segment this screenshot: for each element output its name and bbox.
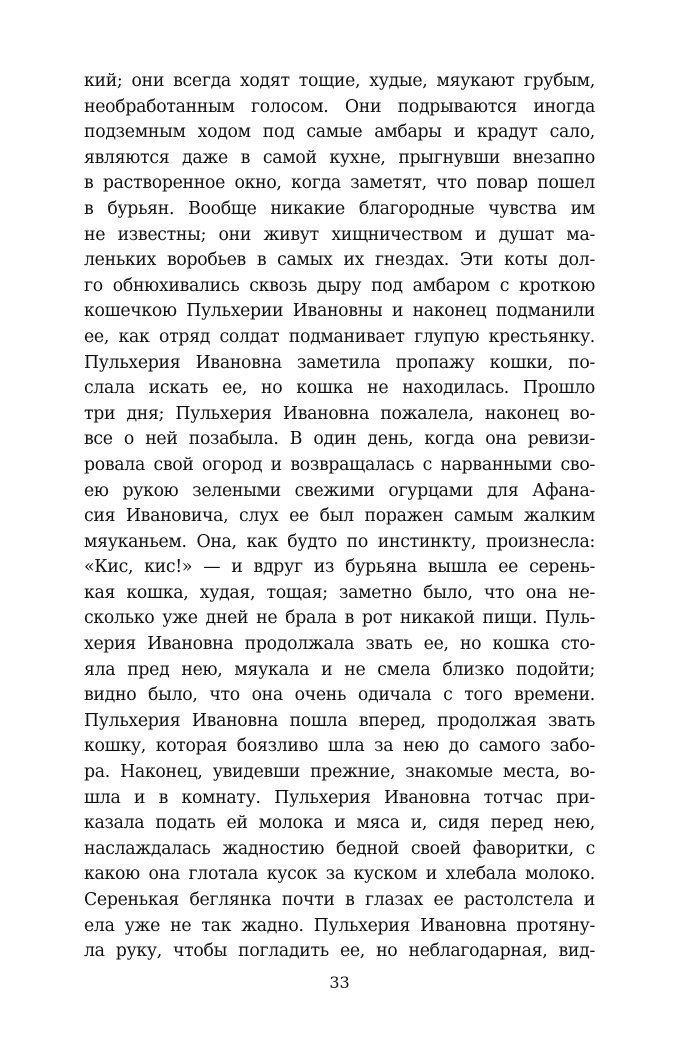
- text-line: херия Ивановна продолжала звать ее, но кошка сто-: [84, 634, 595, 655]
- text-line: ею рукою зелеными свежими огурцами для Афана-: [84, 480, 595, 501]
- page-number: 33: [329, 973, 350, 992]
- text-line: яла пред нею, мяукала и не смела близко подойти;: [84, 659, 595, 680]
- text-line: го обнюхивались сквозь дыру под амбаром с кроткою: [84, 275, 595, 296]
- text-line: Серенькая беглянка почти в глазах ее растолстела и: [84, 890, 595, 910]
- body-text: [84, 69, 595, 965]
- text-line: Пульхерия Ивановна пошла вперед, продолжая звать: [84, 710, 595, 731]
- text-line: ее, как отряд солдат подманивает глупую крестьянку.: [84, 326, 595, 347]
- text-line: ела уже не так жадно. Пульхерия Ивановна протяну-: [84, 915, 595, 936]
- text-line: все о ней позабыла. В один день, когда она ревизи-: [84, 429, 595, 450]
- text-line: леньких воробьев в самых их гнездах. Эти коты дол-: [84, 250, 595, 271]
- text-line: не известны; они живут хищничеством и душат ма-: [84, 224, 595, 245]
- text-line: необработанным голосом. Они подрываются иногда: [84, 96, 595, 117]
- text-line: кошечкою Пульхерии Ивановны и наконец подманили: [84, 301, 595, 322]
- text-line: сколько уже дней не брала в рот никакой пищи. Пуль-: [84, 608, 595, 629]
- text-line: ла руку, чтобы погладить ее, но неблагодарная, вид-: [84, 941, 595, 962]
- text-line: являются даже в самой кухне, прыгнувши внезапно: [84, 147, 595, 168]
- text-line: в бурьян. Вообще никакие благородные чувства им: [84, 198, 595, 219]
- text-line: «Кис, кис!» — и вдруг из бурьяна вышла ее серень-: [84, 557, 595, 578]
- text-line: шла и в комнату. Пульхерия Ивановна тотчас при-: [84, 787, 595, 808]
- text-line: слала искать ее, но кошка не находилась. Прошло: [84, 378, 595, 399]
- text-line: кий; они всегда ходят тощие, худые, мяукают грубым,: [84, 71, 595, 91]
- text-line: ровала свой огород и возвращалась с нарванными сво-: [84, 454, 595, 475]
- text-line: какою она глотала кусок за куском и хлебала молоко.: [84, 864, 595, 885]
- text-line: мяуканьем. Она, как будто по инстинкту, произнесла:: [84, 531, 595, 552]
- text-line: ра. Наконец, увидевши прежние, знакомые места, во-: [84, 762, 595, 783]
- text-line: сия Ивановича, слух ее был поражен самым жалким: [84, 506, 595, 527]
- text-line: кошку, которая боязливо шла за нею до самого забо-: [84, 736, 595, 757]
- text-line: подземным ходом под самые амбары и крадут сало,: [84, 122, 595, 143]
- text-line: видно было, что она очень одичала с того времени.: [84, 685, 595, 706]
- text-line: три дня; Пульхерия Ивановна пожалела, наконец во-: [84, 403, 595, 424]
- text-line: кая кошка, худая, тощая; заметно было, что она не-: [84, 582, 595, 603]
- text-line: Пульхерия Ивановна заметила пропажу кошки, по-: [84, 352, 595, 373]
- text-line: в растворенное окно, когда заметят, что повар пошел: [84, 173, 595, 194]
- text-line: наслаждалась жадностию бедной своей фаворитки, с: [84, 838, 595, 859]
- text-line: казала подать ей молока и мяса и, сидя перед нею,: [84, 813, 595, 834]
